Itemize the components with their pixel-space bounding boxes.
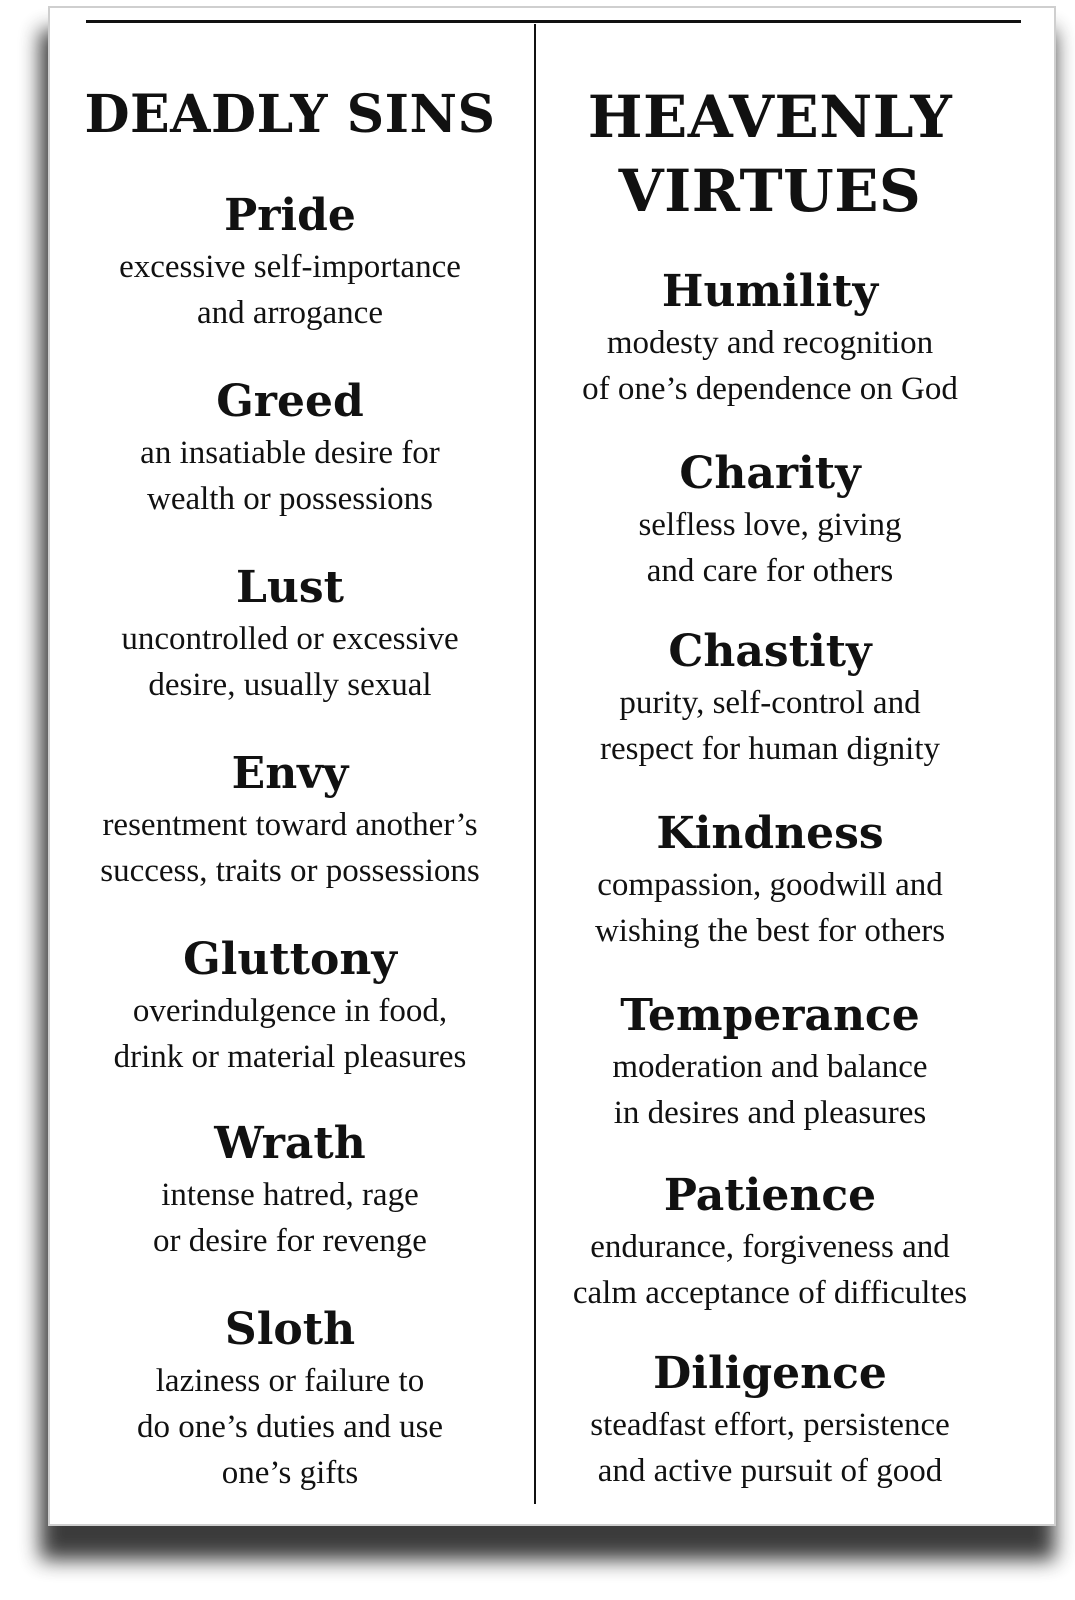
deadly-sins-heading: DEADLY SINS: [84, 84, 496, 145]
sin-term: Sloth: [224, 1304, 356, 1355]
virtue-entry: [550, 1346, 990, 1494]
sin-entry: [70, 1116, 510, 1264]
sin-term: Pride: [224, 190, 356, 241]
virtue-entry: [550, 806, 990, 954]
virtue-description: moderation and balance in desires and pleasures: [612, 1049, 928, 1131]
sin-term: Gluttony: [183, 934, 397, 985]
virtue-description: compassion, goodwill and wishing the best for others: [594, 867, 946, 949]
sin-description: an insatiable desire for wealth or possessions: [140, 435, 440, 517]
virtue-term: Humility: [661, 266, 879, 317]
sin-term: Wrath: [214, 1118, 366, 1169]
sin-term: Greed: [216, 376, 364, 427]
heavenly-virtues-heading: HEAVENLY VIRTUES: [587, 83, 953, 225]
virtue-term: Diligence: [653, 1348, 887, 1399]
sin-term: Envy: [231, 748, 349, 799]
sin-description: intense hatred, rage or desire for revenge: [153, 1177, 427, 1259]
sin-term: Lust: [235, 562, 345, 613]
virtue-term: Charity: [679, 448, 861, 499]
virtue-term: Chastity: [668, 626, 872, 677]
virtue-entry: [550, 988, 990, 1136]
virtue-entry: [550, 1168, 990, 1316]
virtue-entry: [550, 624, 990, 772]
sin-description: laziness or failure to do one’s duties and use one’s gifts: [136, 1363, 444, 1491]
column-divider: [534, 24, 536, 1504]
virtue-entry: [550, 446, 990, 594]
virtue-entry: [550, 264, 990, 412]
poster-canvas: [48, 6, 1056, 1526]
sin-description: excessive self-importance and arrogance: [119, 249, 461, 331]
sin-entry: [70, 932, 510, 1080]
virtue-term: Temperance: [620, 990, 920, 1041]
sin-description: uncontrolled or excessive desire, usually sexual: [121, 621, 459, 703]
sin-entry: [70, 1302, 510, 1496]
sin-entry: [70, 560, 510, 708]
virtue-description: purity, self-control and respect for human dignity: [600, 685, 940, 767]
virtue-term: Patience: [663, 1170, 877, 1221]
virtue-term: Kindness: [656, 808, 884, 859]
top-rule: [86, 20, 1021, 23]
virtue-description: steadfast effort, persistence and active pursuit of good: [590, 1407, 950, 1489]
sin-description: overindulgence in food, drink or material pleasures: [113, 993, 467, 1075]
sin-description: resentment toward another’s success, traits or possessions: [100, 807, 480, 889]
virtue-description: endurance, forgiveness and calm acceptance of difficultes: [572, 1229, 968, 1311]
sin-entry: [70, 188, 510, 336]
sin-entry: [70, 746, 510, 894]
sin-entry: [70, 374, 510, 522]
virtue-description: selfless love, giving and care for others: [638, 507, 902, 589]
virtue-description: modesty and recognition of one’s dependence on God: [582, 325, 958, 407]
